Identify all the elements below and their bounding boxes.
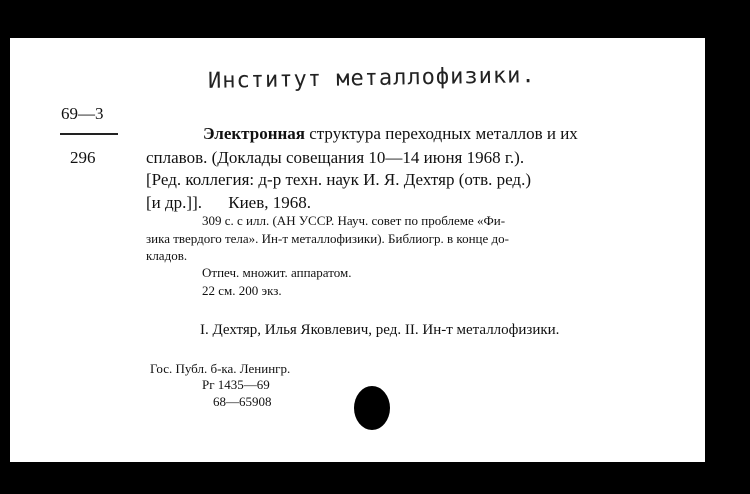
entry-line-3: [Ред. коллегия: д-р техн. наук И. Я. Дехтяр (отв. ред.) [146, 170, 531, 189]
call-number-divider [60, 133, 118, 135]
catalog-card [10, 38, 705, 462]
entry-editors-end: [и др.]]. [146, 193, 202, 212]
library-line-2: Рг 1435—69 [202, 377, 270, 392]
entry-line-2: сплавов. (Доклады совещания 10—14 июня 1968 г.). [146, 148, 525, 167]
entry-line-4 [146, 193, 311, 213]
handwritten-heading: Институт металлофизики. [207, 63, 536, 94]
description-line-1: 309 с. с илл. (АН УССР. Науч. совет по проблеме «Фи- [202, 213, 506, 228]
library-line-3: 68—65908 [213, 394, 272, 409]
tracings: I. Дехтяр, Илья Яковлевич, ред. II. Ин-т металлофизики. [200, 322, 560, 338]
entry-place-year: Киев, 1968. [228, 193, 311, 212]
description-line-4: Отпеч. множит. аппаратом. [202, 265, 352, 280]
ink-stamp [354, 386, 390, 430]
entry-title-rest: структура переходных металлов и их [309, 124, 578, 143]
description-line-5: 22 см. 200 экз. [202, 283, 282, 298]
description-line-2: зика твердого тела». Ин-т металлофизики). Библиогр. в конце до- [146, 231, 509, 246]
library-line-1: Гос. Публ. б-ка. Ленингр. [150, 361, 291, 376]
description-line-3: кладов. [146, 248, 188, 263]
entry-line-1 [203, 124, 578, 144]
entry-title-bold: Электронная [203, 124, 305, 143]
call-number-bottom: 296 [70, 148, 96, 167]
call-number-top: 69—3 [61, 104, 104, 123]
